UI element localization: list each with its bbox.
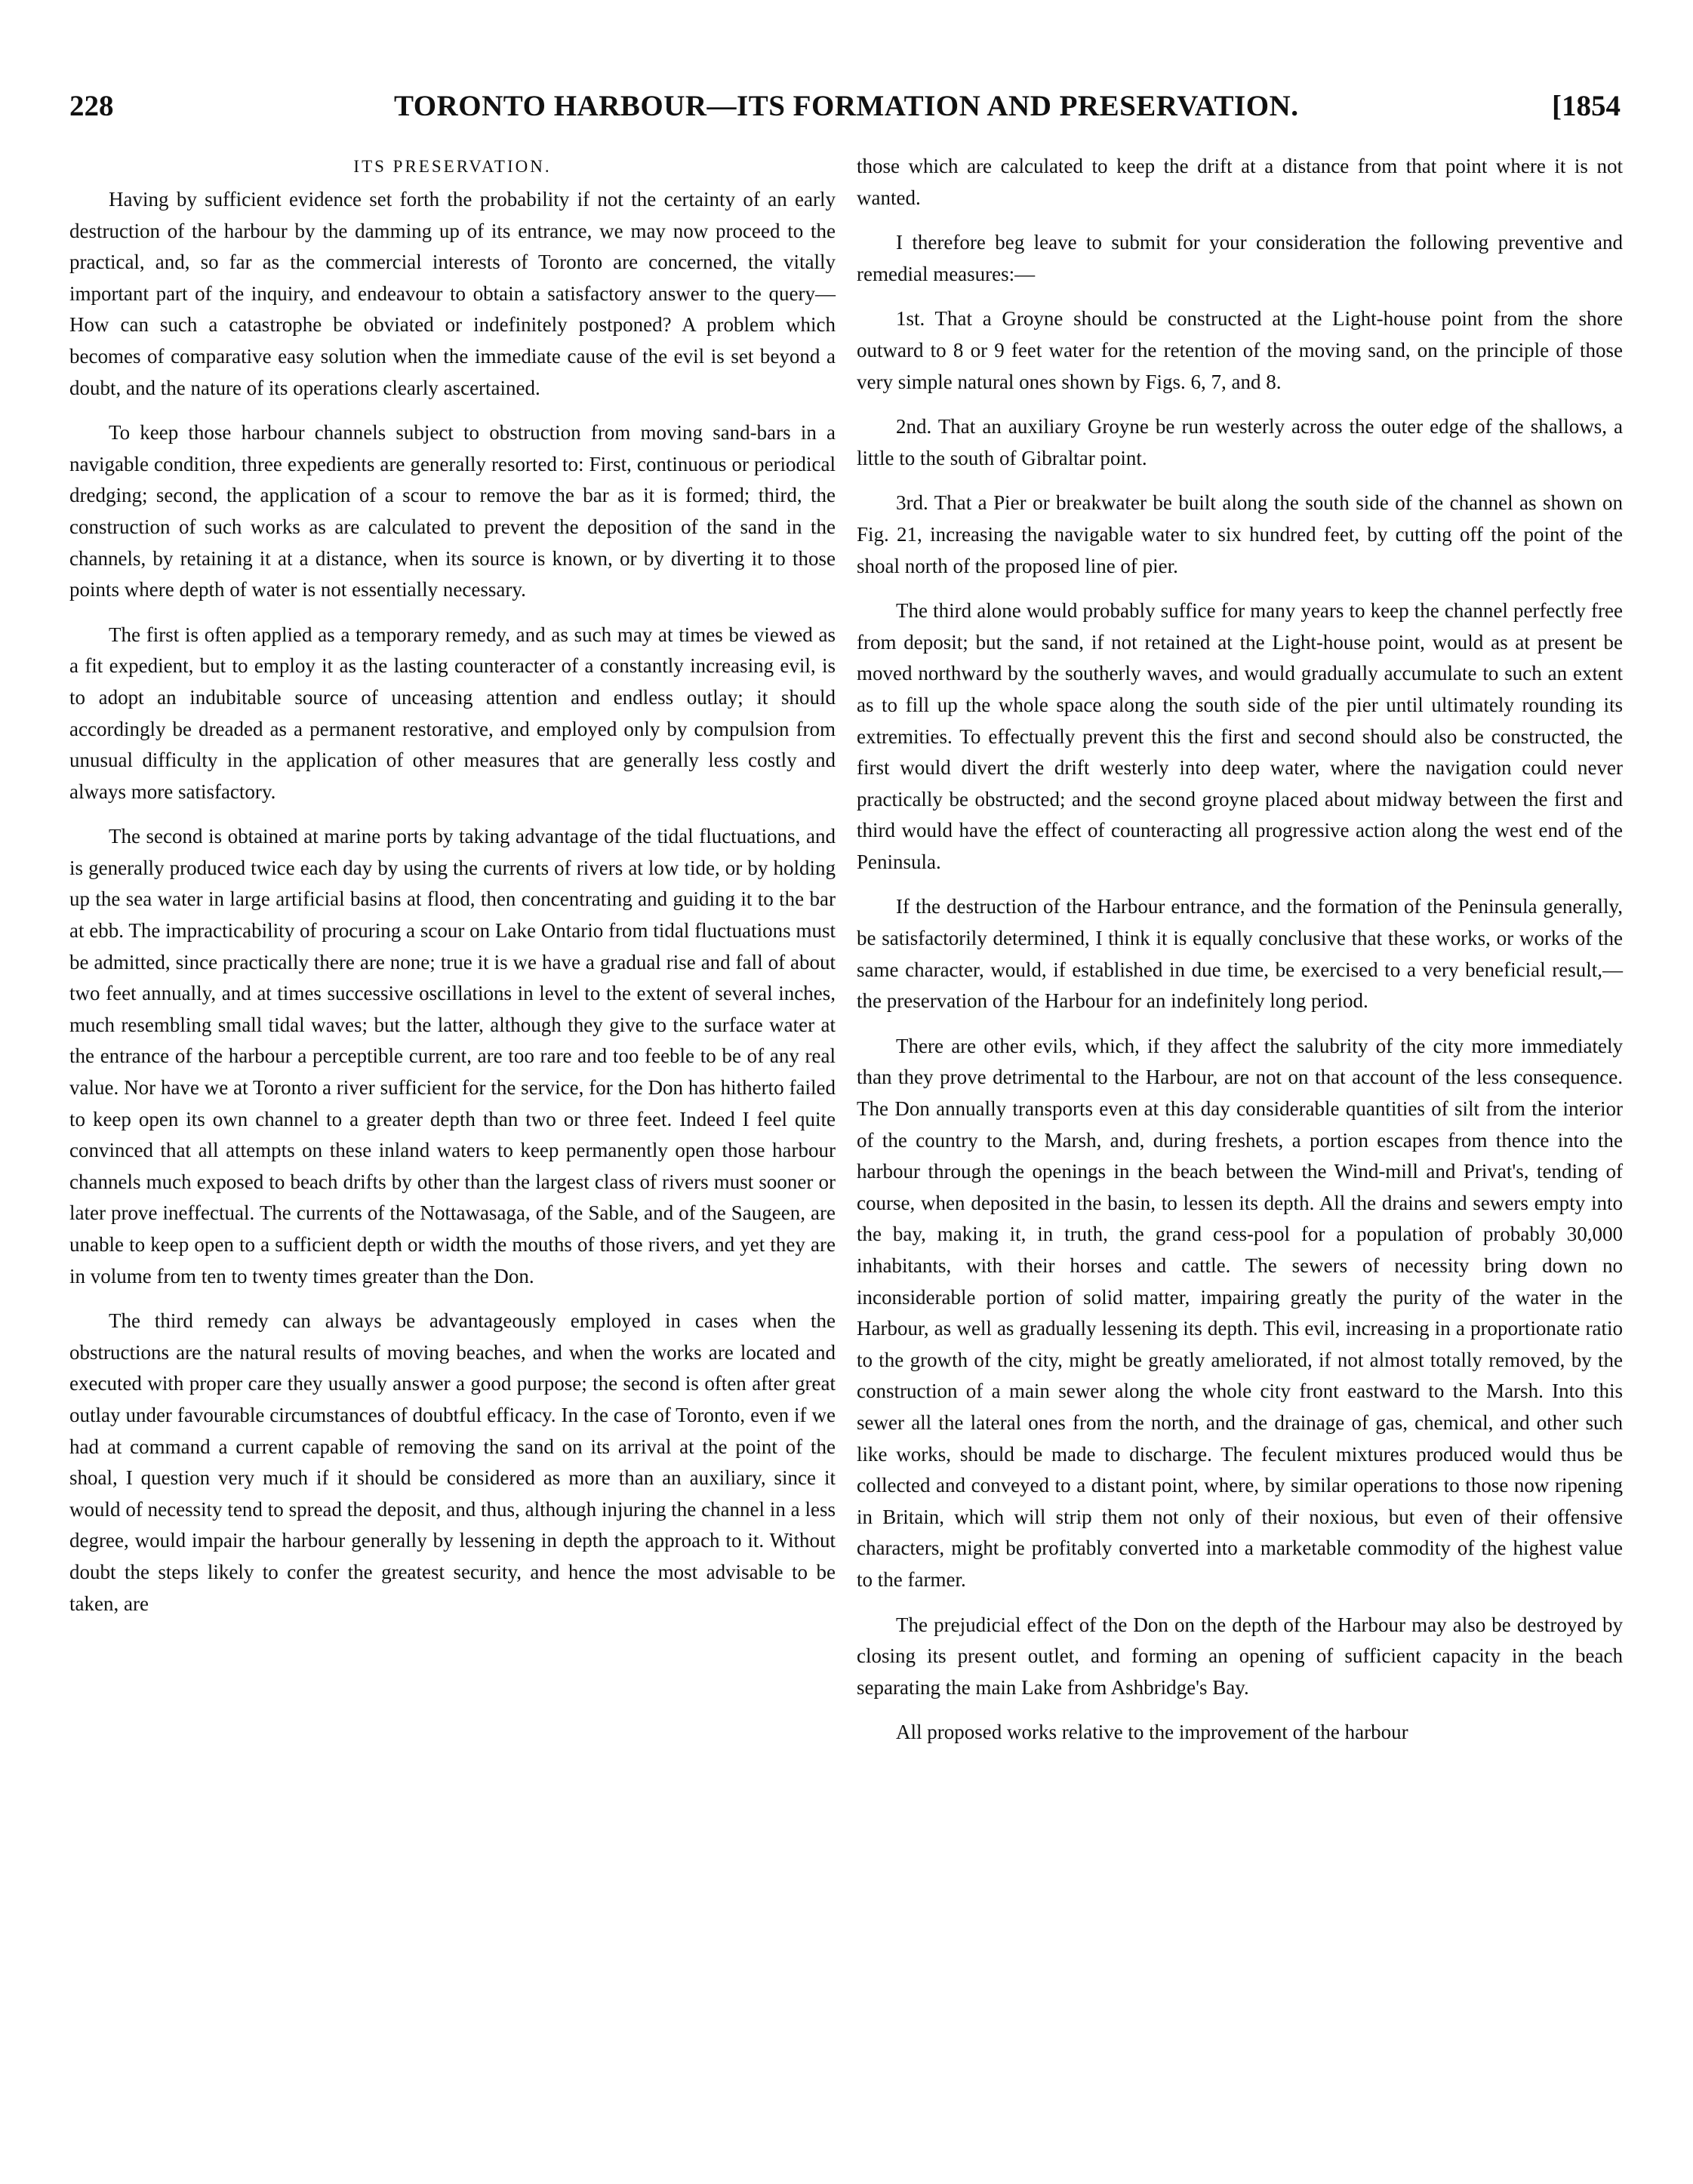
page-header <box>69 89 1621 124</box>
paragraph-other-evils: There are other evils, which, if they affect the salubrity of the city more immediately than they prove detrimental to the Harbour, are not on that account of the less consequence. The Don annually transports even at this day considerable quantities of silt from the interior of the country to the Marsh, and, during freshets, a portion escapes from thence into the harbour through the openings in the beach between the Wind-mill and Privat's, tending of course, when deposited in the basin, to lessen its depth. All the drains and sewers empty into the bay, making it, in truth, the grand cess-pool for a population of probably 30,000 inhabitants, with their horses and cattle. The sewers of necessity bring down no inconsiderable portion of solid matter, impairing greatly the purity of the water in the Harbour, as well as gradually lessening its depth. This evil, increasing in a proportionate ratio to the growth of the city, might be greatly ameliorated, if not almost totally removed, by the construction of a main sewer along the whole city front eastward to the Marsh. Into this sewer all the lateral ones from the north, and the drainage of gas, chemical, and other such like works, should be made to discharge. The feculent mixtures produced would thus be collected and conveyed to a distant point, where, by similar operations to those now ripening in Britain, which will strip them not only of their noxious, but even of their offensive characters, might be profitably converted into a marketable commodity of the highest value to the farmer. <box>857 1034 1623 1591</box>
header-year: [1854 <box>1552 90 1621 122</box>
paragraph-scour: The second is obtained at marine ports by taking advantage of the tidal fluctuations, and is generally produced twice each day by using the currents of rivers at low tide, or by holding up the sea water in large artificial basins at flood, then concentrating and guiding it to the bar at ebb. The impracticability of procuring a scour on Lake Ontario from tidal fluctuations must be admitted, since practically there are none; true it is we have a gradual rise and fall of about two feet annually, and at times successive oscillations in level to the extent of several inches, much resembling small tidal waves; but the latter, although they give to the surface water at the entrance of the harbour a perceptible current, are too rare and too feeble to be of any real value. Nor have we at Toronto a river sufficient for the service, for the Don has hitherto failed to keep open its own channel to a greater depth than two or three feet. Indeed I feel quite convinced that all attempts on these inland waters to keep permanently open those harbour channels much exposed to beach drifts by other than the largest class of rivers must sooner or later prove ineffectual. The currents of the Nottawasaga, of the Sable, and of the Saugeen, are unable to keep open to a sufficient depth or width the mouths of those rivers, and yet they are in volume from ten to twenty times greater than the Don. <box>69 825 836 1287</box>
paragraph-evidence: Having by sufficient evidence set forth the probability if not the certainty of an early destruction of the harbour by the damming up of its entrance, we may now proceed to the practical, and, so far as the commercial interests of Toronto are concerned, the vitally important part of the inquiry, and endeavour to obtain a satisfactory answer to the query—How can such a catastrophe be obviated or indefinitely postponed? A problem which becomes of comparative easy solution when the immediate cause of the evil is set beyond a doubt, and the nature of its operations clearly ascertained. <box>69 188 836 399</box>
measure-auxiliary-groyne: 2nd. That an auxiliary Groyne be run westerly across the outer edge of the shallows, a little to the south of Gibraltar point. <box>857 415 1623 469</box>
paragraph-measures-intro: I therefore beg leave to submit for your consideration the following preventive and remedial measures:— <box>857 231 1623 285</box>
paragraph-three-expedients: To keep those harbour channels subject to obstruction from moving sand-bars in a navigable condition, three expedients are generally resorted to: First, continuous or periodical dredging; second, the application of a scour to remove the bar as it is formed; third, the construction of such works as are calculated to prevent the deposition of the sand in the channels, by retaining it at a distance, when its source is known, or by diverting it to those points where depth of water is not essentially necessary. <box>69 421 836 601</box>
page-number: 228 <box>69 90 114 122</box>
paragraph-third-remedy: The third remedy can always be advantageously employed in cases when the obstructions are the natural results of moving beaches, and when the works are located and executed with proper care they usually answer a good purpose; the second is often after great outlay under favourable circumstances of doubtful efficacy. In the case of Toronto, even if we had at command a current capable of removing the sand on its arrival at the point of the shoal, I question very much if it should be considered as more than an auxiliary, since it would of necessity tend to spread the deposit, and thus, although injuring the channel in a less degree, would impair the harbour generally by lessening in depth the approach to it. Without doubt the steps likely to confer the greatest security, and hence the most advisable to be taken, are <box>69 1309 836 1615</box>
paragraph-dredging: The first is often applied as a temporary remedy, and as such may at times be viewed as a fit expedient, but to employ it as the lasting counteracter of a constantly increasing evil, is to adopt an indubitable source of unceasing attention and endless outlay; it should accordingly be dreaded as a permanent restorative, and employed only by compulsion from unusual difficulty in the application of other measures that are generally less costly and always more satisfactory. <box>69 623 836 803</box>
running-title: TORONTO HARBOUR—ITS FORMATION AND PRESERVATION. <box>394 90 1299 122</box>
measure-first-groyne: 1st. That a Groyne should be constructed at the Light-house point from the shore outward to 8 or 9 feet water for the retention of the moving sand, on the principle of those very simple natural ones shown by Figs. 6, 7, and 8. <box>857 307 1623 393</box>
paragraph-destruction-conclusion: If the destruction of the Harbour entrance, and the formation of the Peninsula generally, be satisfactorily determined, I think it is equally conclusive that these works, or works of the same character, would, if established in due time, be exercised to a very beneficial result,—the preservation of the Harbour for an indefinitely long period. <box>857 895 1623 1013</box>
section-heading: ITS PRESERVATION. <box>353 157 552 176</box>
paragraph-proposed-works: All proposed works relative to the improvement of the harbour <box>896 1721 1408 1744</box>
right-column <box>857 151 1623 1749</box>
measure-pier: 3rd. That a Pier or breakwater be built along the south side of the channel as shown on Fig. 21, increasing the navigable water to six hundred feet, by cutting off the point of the shoal north of the proposed line of pier. <box>857 491 1623 577</box>
paragraph-third-alone: The third alone would probably suffice for many years to keep the channel perfectly free from deposit; but the sand, if not retained at the Light-house point, would as at present be moved northward by the southerly waves, and would gradually accumulate to such an extent as to fill up the whole space along the south side of the pier until ultimately rounding its extremities. To effectually prevent this the first and second should also be constructed, the first would divert the drift westerly into deep water, where the navigation could never practically be obstructed; and the second groyne placed about midway between the first and third would have the effect of counteracting all progressive action along the west end of the Peninsula. <box>857 599 1623 873</box>
paragraph-don-effect: The prejudicial effect of the Don on the depth of the Harbour may also be destroyed by closing its present outlet, and forming an opening of sufficient capacity in the beach separating the main Lake from Ashbridge's Bay. <box>857 1613 1623 1699</box>
paragraph-continuation: those which are calculated to keep the drift at a distance from that point where it is not wanted. <box>857 155 1623 209</box>
left-column <box>69 151 836 1620</box>
